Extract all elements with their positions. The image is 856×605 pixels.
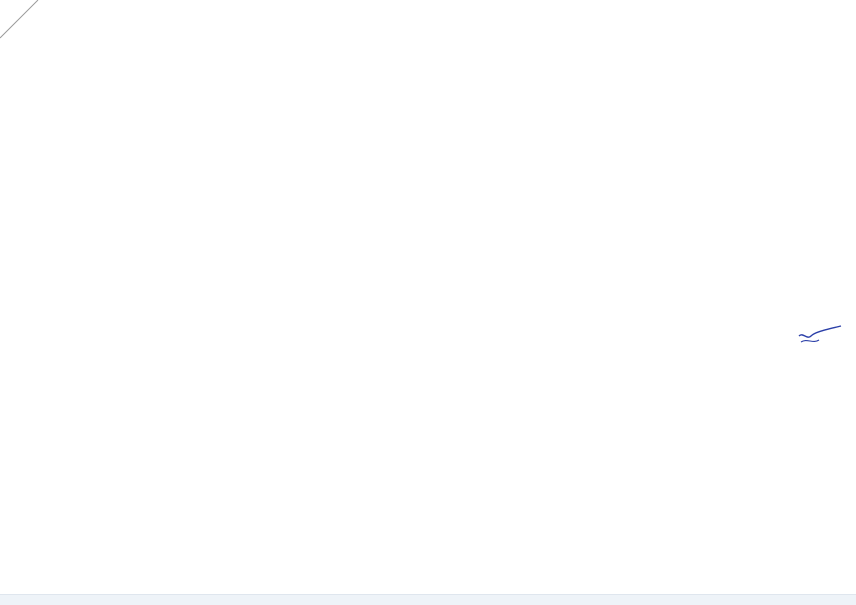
viewer-bottom-edge [0,594,856,605]
handwritten-tick-mark [795,322,845,348]
